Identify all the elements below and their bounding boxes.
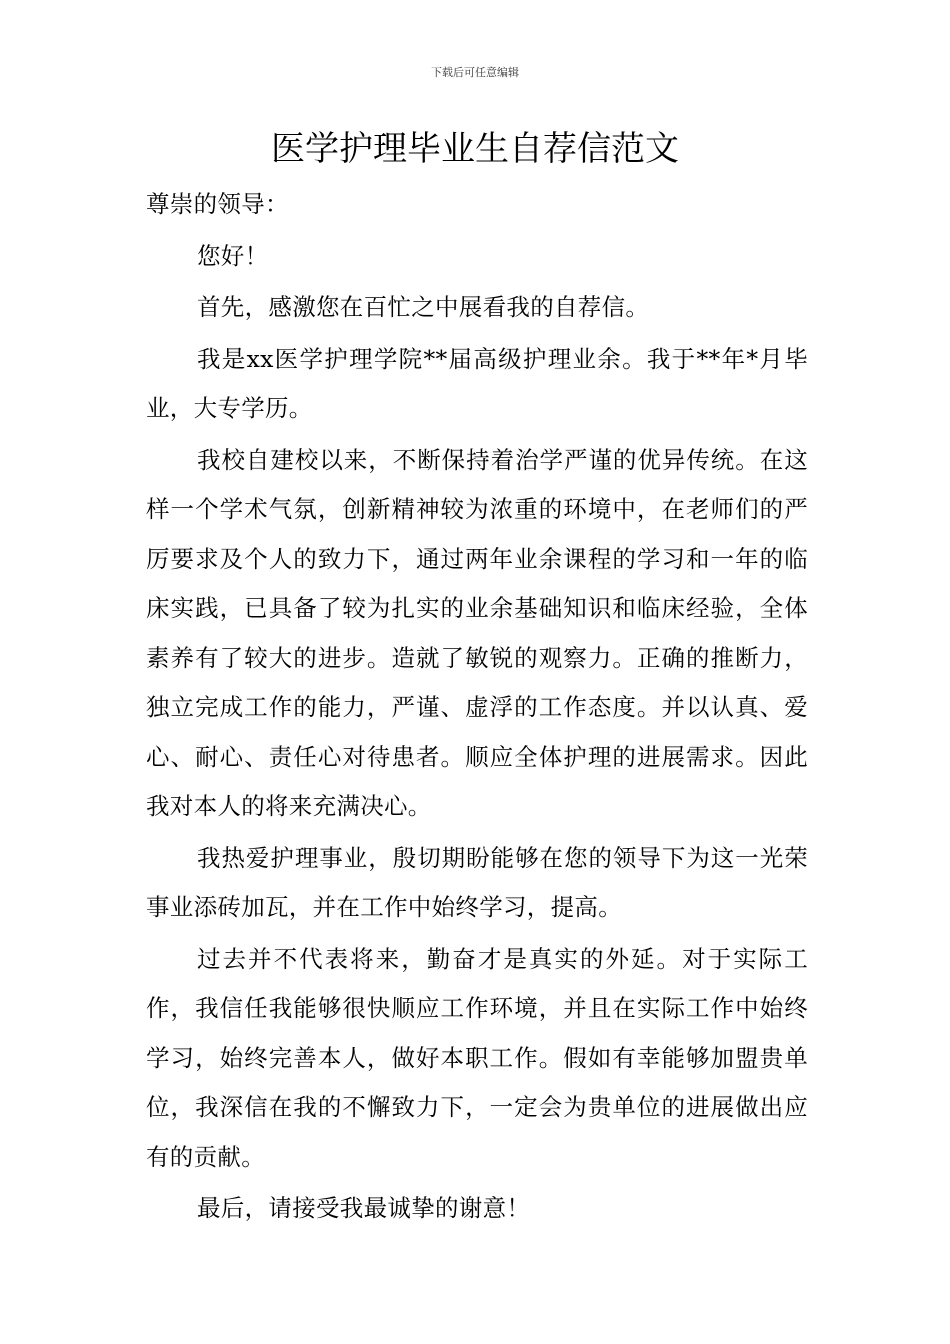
paragraph-commitment: 过去并不代表将来，勤奋才是真实的外延。对于实际工作，我信任我能够很快顺应工作环境，并且在实际工作中始终学习，始终完善本人，做好本职工作。假如有幸能够加盟贵单位，我深信在我的不懈致力下，一定会为贵单位的进展做出应有的贡献。: [146, 944, 808, 1171]
paragraph-career-wish: 我热爱护理事业，殷切期盼能够在您的领导下为这一光荣事业添砖加瓦，并在工作中始终学习，提高。: [146, 843, 808, 921]
paragraph-greeting: 您好！: [197, 241, 269, 270]
paragraph-closing: 最后，请接受我最诚挚的谢意！: [197, 1194, 531, 1222]
header-note: 下载后可任意编辑: [431, 66, 519, 79]
paragraph-school-experience: 我校自建校以来，不断保持着治学严谨的优异传统。在这样一个学术气氛，创新精神较为浓重的环境中，在老师们的严厉要求及个人的致力下，通过两年业余课程的学习和一年的临床实践，已具备了较为扎实的业余基础知识和临床经验，全体素养有了较大的进步。造就了敏锐的观察力。正确的推断力，独立完成工作的能力，严谨、虚浮的工作态度。并以认真、爱心、耐心、责任心对待患者。顺应全体护理的进展需求。因此我对本人的将来充满决心。: [146, 445, 808, 820]
letter-body: [146, 180, 808, 1234]
document-title: 医学护理毕业生自荐信范文: [271, 129, 679, 169]
salutation: 尊崇的领导：: [146, 190, 289, 218]
paragraph-thanks-reading: 首先，感激您在百忙之中展看我的自荐信。: [197, 293, 650, 321]
paragraph-introduction: 我是xx医学护理学院**届高级护理业余。我于**年*月毕业，大专学历。: [146, 344, 808, 422]
